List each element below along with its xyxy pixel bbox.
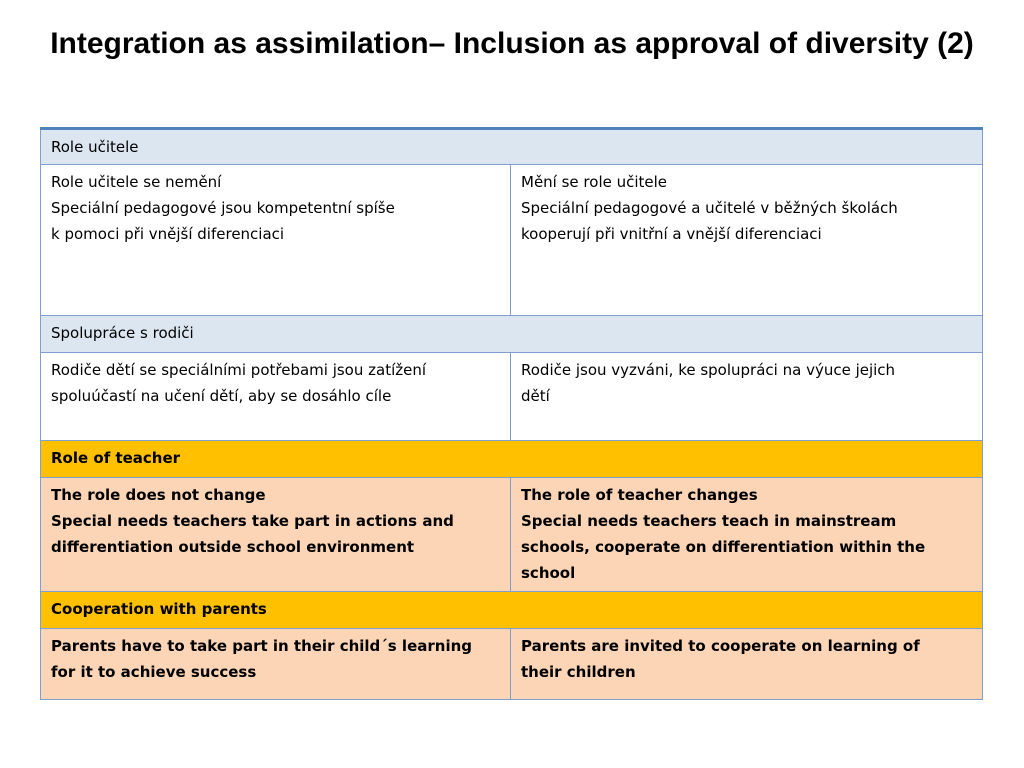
cell-line: The role of teacher changes — [521, 486, 758, 504]
cell-line: Parents are invited to cooperate on learning of — [521, 637, 920, 655]
cell-line: for it to achieve success — [51, 663, 257, 681]
cell-line: Rodiče dětí se speciálními potřebami jsou zatížení — [51, 361, 427, 379]
section-header-row — [41, 592, 983, 629]
section-header-spoluprace-s-rodici: Spolupráce s rodiči — [41, 316, 983, 353]
table-row — [41, 629, 983, 700]
cell-right — [511, 629, 983, 700]
cell-line: differentiation outside school environment — [51, 538, 415, 556]
cell-right — [511, 165, 983, 316]
cell-line: Role učitele se nemění — [51, 173, 222, 191]
cell-line: Speciální pedagogové jsou kompetentní spíše — [51, 199, 395, 217]
table-row — [41, 353, 983, 441]
cell-line: Parents have to take part in their child´s learning — [51, 637, 473, 655]
cell-line: their children — [521, 663, 636, 681]
cell-left — [41, 165, 511, 316]
cell-line: school — [521, 564, 576, 582]
comparison-table — [40, 127, 983, 700]
cell-left — [41, 353, 511, 441]
section-header-row — [41, 316, 983, 353]
cell-left — [41, 629, 511, 700]
cell-line: Special needs teachers take part in actions and — [51, 512, 454, 530]
cell-right — [511, 478, 983, 592]
cell-line: Speciální pedagogové a učitelé v běžných školách — [521, 199, 898, 217]
section-header-cooperation-with-parents: Cooperation with parents — [41, 592, 983, 629]
cell-line: spoluúčastí na učení dětí, aby se dosáhlo cíle — [51, 387, 392, 405]
cell-right — [511, 353, 983, 441]
cell-line: Special needs teachers teach in mainstream — [521, 512, 897, 530]
section-header-role-ucitele: Role učitele — [41, 129, 983, 165]
section-header-row — [41, 129, 983, 165]
cell-line: Mění se role učitele — [521, 173, 668, 191]
cell-left — [41, 478, 511, 592]
cell-line: kooperují při vnitřní a vnější diferenciaci — [521, 225, 822, 243]
table-row — [41, 165, 983, 316]
cell-line: Rodiče jsou vyzváni, ke spolupráci na výuce jejich — [521, 361, 896, 379]
cell-line: k pomoci při vnější diferenciaci — [51, 225, 285, 243]
cell-line: dětí — [521, 387, 550, 405]
section-header-row — [41, 441, 983, 478]
section-header-role-of-teacher: Role of teacher — [41, 441, 983, 478]
cell-line: The role does not change — [51, 486, 266, 504]
cell-line: schools, cooperate on differentiation within the — [521, 538, 926, 556]
table-row — [41, 478, 983, 592]
slide-title: Integration as assimilation– Inclusion as approval of diversity (2) — [50, 27, 974, 60]
